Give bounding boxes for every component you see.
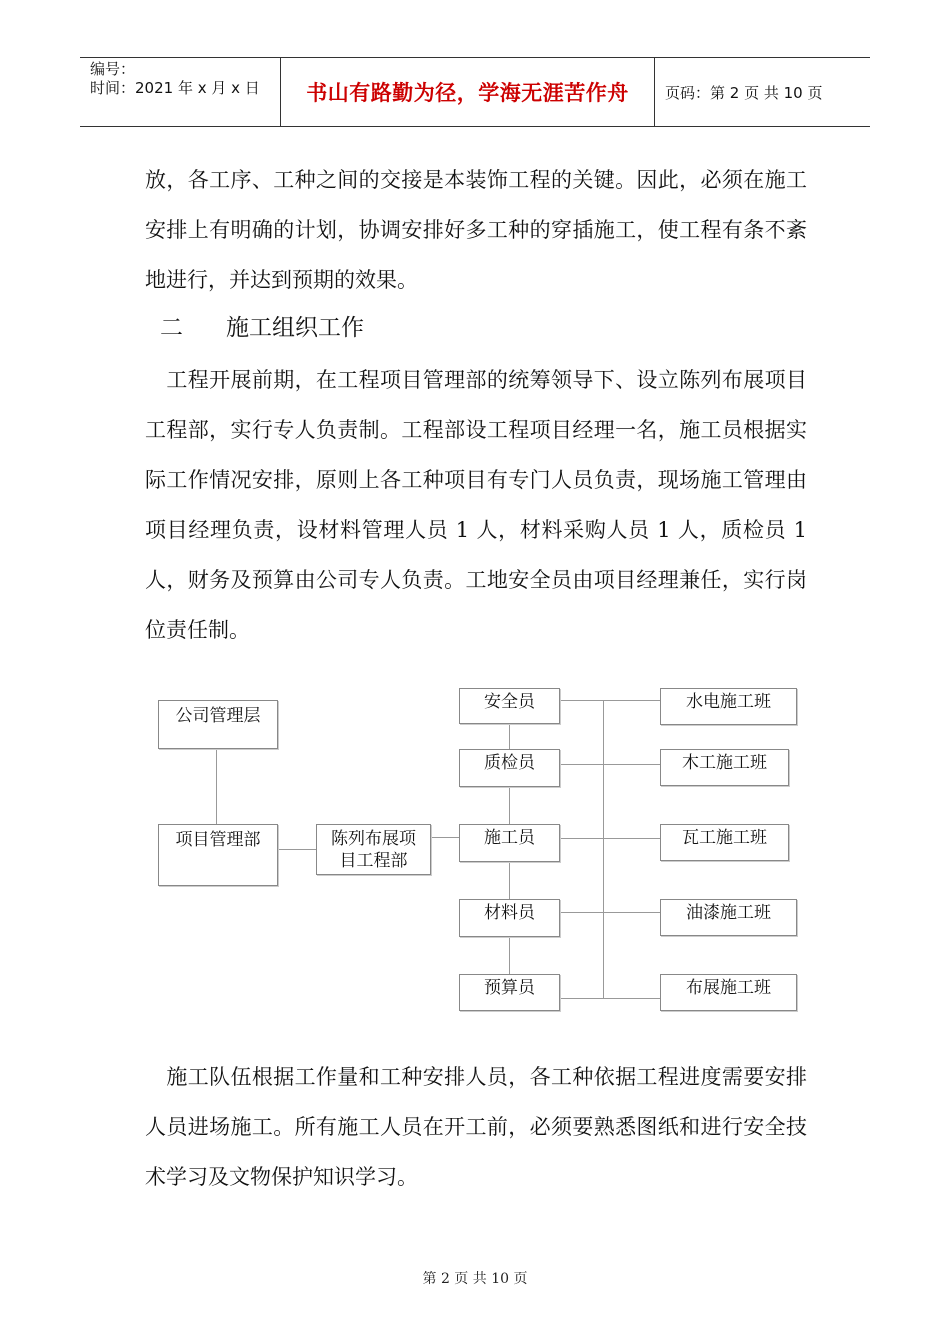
box-role-construction: [459, 824, 560, 862]
header-motto: 书山有路勤为径，学海无涯苦作舟: [281, 58, 655, 126]
connector-row-4: [560, 912, 660, 913]
box-company-label: 公司管理层: [175, 706, 261, 726]
connector-row-3: [560, 838, 660, 839]
box-role-safety-label: 安全员: [484, 692, 535, 712]
box-role-quality: [459, 749, 560, 787]
connector-row-5: [560, 998, 660, 999]
box-team-painting-label: 油漆施工班: [686, 903, 771, 923]
box-role-materials: [459, 899, 560, 937]
box-team-exhibit: [660, 974, 797, 1011]
box-team-masonry: [660, 824, 789, 861]
header-page-info: 页码：第 2 页 共 10 页: [665, 83, 823, 102]
box-role-budget-label: 预算员: [484, 978, 535, 998]
box-team-masonry-label: 瓦工施工班: [682, 828, 767, 848]
box-role-budget: [459, 974, 560, 1011]
box-exhibit-dept-line1: 陈列布展项: [331, 829, 416, 849]
box-team-electrical: [660, 688, 797, 725]
paragraph-2: 工程开展前期，在工程项目管理部的统筹领导下、设立陈列布展项目工程部，实行专人负责制。工程部设工程项目经理一名，施工员根据实际工作情况安排，原则上各工种项目有专门人员负责，现场施工管理由项目经理负责，设材料管理人员 1 人，材料采购人员 1 人，质检员 1 人，财务及预算由公司专人负责。工地安全员由项目经理兼任，实行岗位责任制。: [145, 368, 807, 642]
box-project-dept-label: 项目管理部: [175, 830, 261, 850]
header-meta: [80, 58, 281, 126]
header-number-label: 编号：: [90, 60, 136, 78]
connector-teams-vertical: [603, 700, 604, 999]
box-team-carpentry-label: 木工施工班: [682, 753, 767, 773]
box-exhibit-dept: [316, 824, 431, 875]
box-team-electrical-label: 水电施工班: [686, 692, 771, 712]
paragraph-1: 放，各工序、工种之间的交接是本装饰工程的关键。因此，必须在施工安排上有明确的计划，协调安排好多工种的穿插施工，使工程有条不紊地进行，并达到预期的效果。: [145, 168, 807, 292]
box-role-construction-label: 施工员: [484, 828, 535, 848]
section-number: 二: [160, 315, 183, 341]
box-role-quality-label: 质检员: [484, 753, 535, 773]
box-team-exhibit-label: 布展施工班: [686, 978, 771, 998]
paragraph-3: 施工队伍根据工作量和工种安排人员，各工种依据工程进度需要安排人员进场施工。所有施工人员在开工前，必须要熟悉图纸和进行安全技术学习及文物保护知识学习。: [145, 1065, 807, 1189]
section-title: 施工组织工作: [226, 315, 364, 341]
header-date-label: 时间：2021 年 x 月 x 日: [90, 79, 260, 97]
box-role-materials-label: 材料员: [484, 903, 535, 923]
connector-row-1: [560, 700, 660, 701]
page-footer: 第 2 页 共 10 页: [422, 1271, 528, 1287]
connector-project-exhibit: [278, 849, 316, 850]
connector-row-2: [560, 764, 660, 765]
box-project-dept: [158, 824, 278, 886]
box-exhibit-dept-line2: 目工程部: [339, 851, 408, 871]
connector-exhibit-roles: [431, 837, 459, 838]
connector-company-project: [216, 749, 217, 824]
page-header: [80, 57, 870, 127]
box-team-painting: [660, 899, 797, 936]
section-heading: [160, 303, 364, 353]
box-company: [158, 700, 278, 749]
box-team-carpentry: [660, 749, 789, 786]
box-role-safety: [459, 688, 560, 724]
